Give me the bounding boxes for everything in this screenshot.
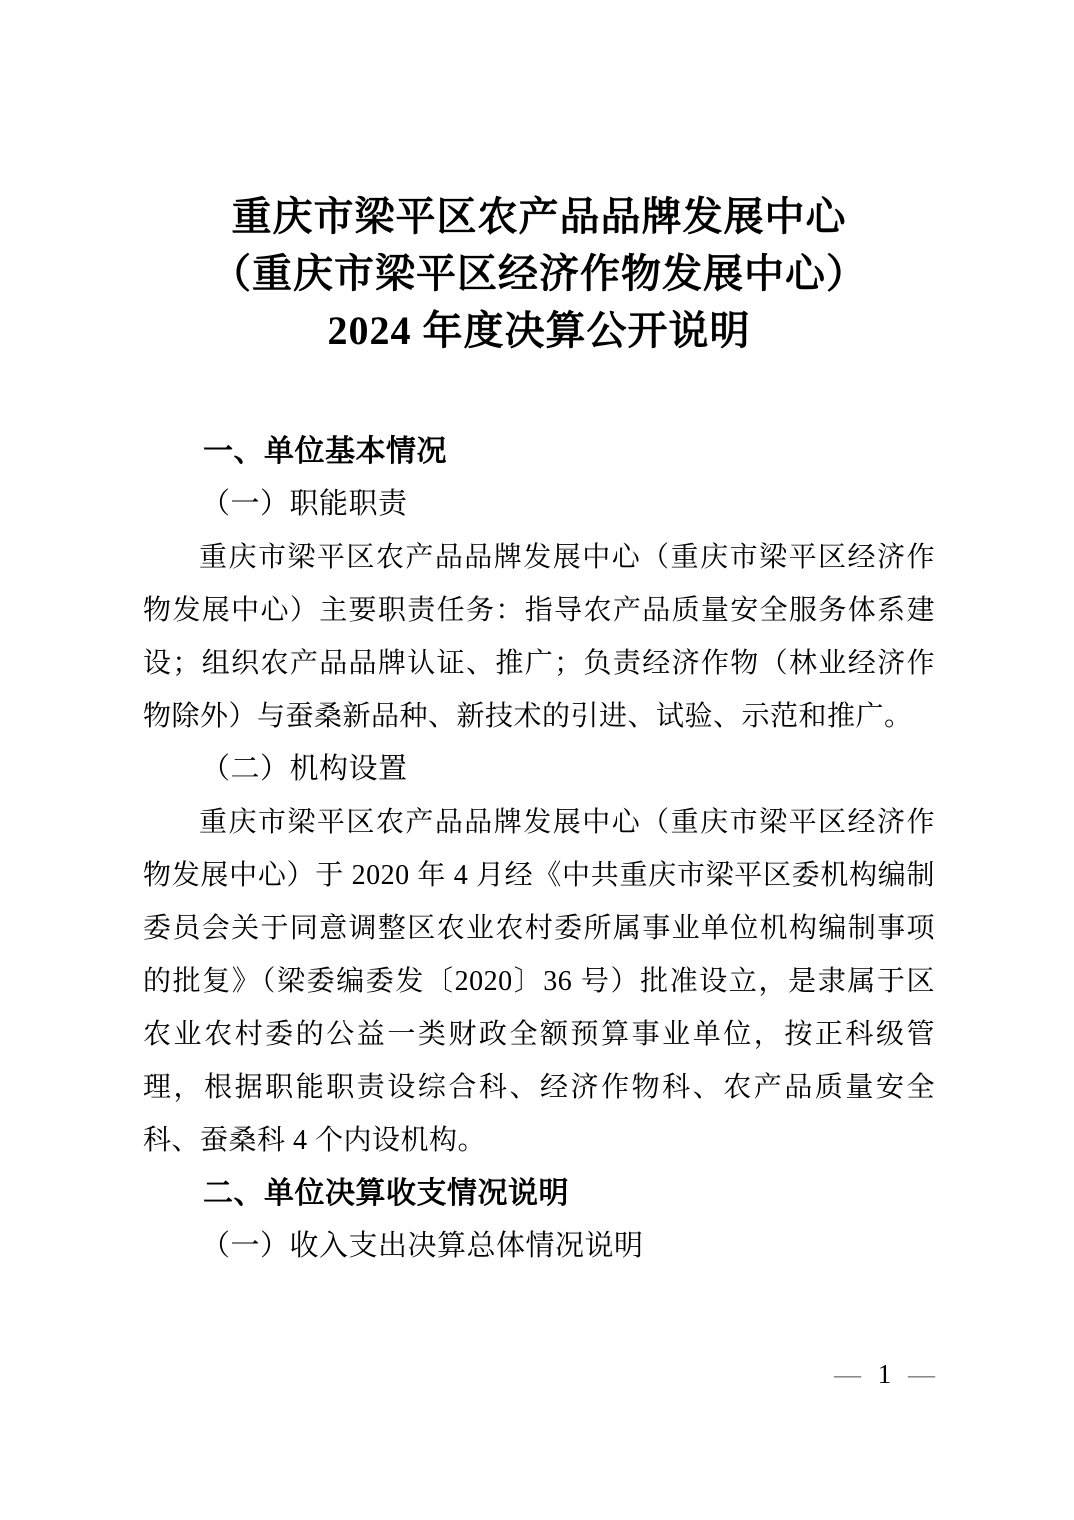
subsection-heading-organization: （二）机构设置 <box>201 753 408 785</box>
document-body <box>143 425 935 1273</box>
paragraph-organization: 重庆市梁平区农产品品牌发展中心（重庆市梁平区经济作物发展中心）于 2020 年 4 月经《中共重庆市梁平区委机构编制委员会关于同意调整区农业农村委所属事业单位机构编制事项的批复》（梁委编委发〔2020〕36 号）批准设立，是隶属于区农业农村委的公益一类财政全额预算事业单位，按正科级管理，根据职能职责设综合科、经济作物科、农产品质量安全科、蚕桑科 4 个内设机构。 <box>143 807 935 1156</box>
page-number-dash-left: — <box>834 1359 861 1389</box>
document-title <box>143 188 935 359</box>
subsection-heading-duties: （一）职能职责 <box>201 488 408 520</box>
subsection-heading-overall: （一）收入支出决算总体情况说明 <box>201 1230 644 1262</box>
page-number: 1 <box>877 1359 892 1389</box>
title-line-3: 2024 年度决算公开说明 <box>327 308 751 353</box>
title-line-1: 重庆市梁平区农产品品牌发展中心 <box>231 194 847 239</box>
section-heading-budget-info: 二、单位决算收支情况说明 <box>203 1177 569 1210</box>
paragraph-duties: 重庆市梁平区农产品品牌发展中心（重庆市梁平区经济作物发展中心）主要职责任务：指导农产品质量安全服务体系建设；组织农产品品牌认证、推广；负责经济作物（林业经济作物除外）与蚕桑新品种、新技术的引进、试验、示范和推广。 <box>143 542 935 732</box>
section-heading-basic-info: 一、单位基本情况 <box>203 435 447 468</box>
page-number-dash-right: — <box>908 1359 935 1389</box>
page-footer <box>834 1358 935 1390</box>
title-line-2: （重庆市梁平区经济作物发展中心） <box>211 251 867 296</box>
